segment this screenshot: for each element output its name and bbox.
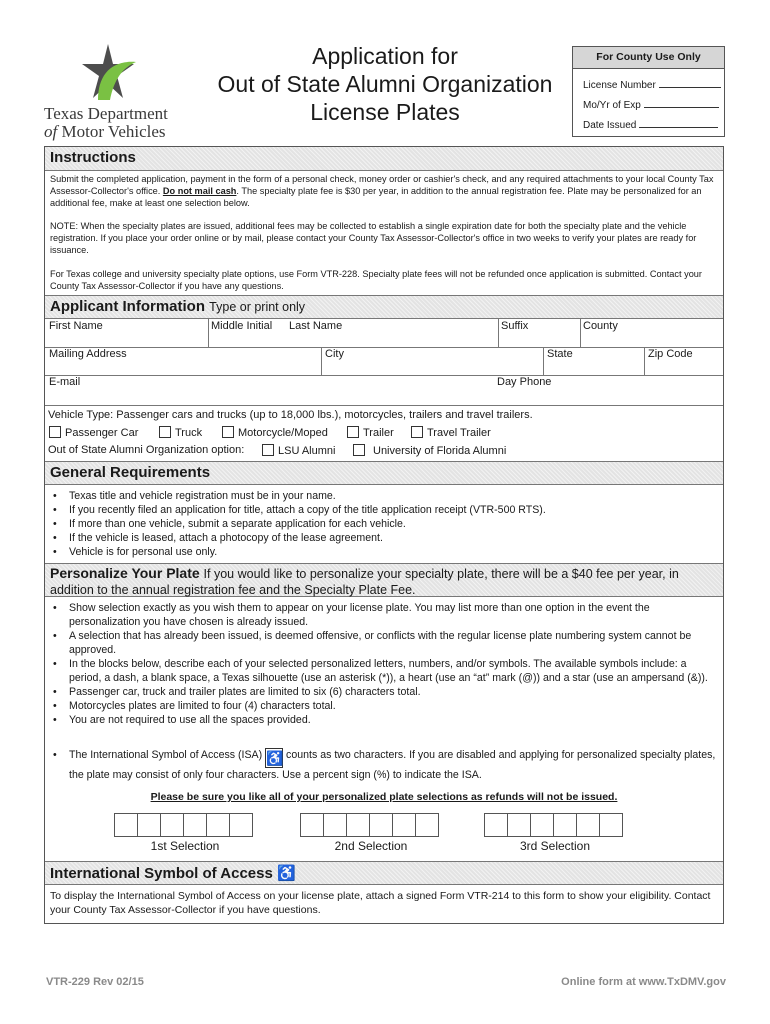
list-item: • A selection that has already been issued, is deemed offensive, or conflicts with the regular license plate numbering system cannot be approved. [53, 629, 717, 657]
city-field[interactable]: City [325, 348, 344, 360]
form-id: VTR-229 Rev 02/15 [46, 976, 144, 988]
star-logo-icon [78, 44, 140, 102]
date-issued-field[interactable]: Date Issued [583, 119, 718, 131]
list-item: • The International Symbol of Access (ISA) ♿ counts as two characters. If you are disabled and applying for personalized specialty plates, the plate may consist of only four characters. Use a percent sign (%) to indicate the ISA. [53, 748, 717, 782]
isa-text: To display the International Symbol of Access on your license plate, attach a signed Form VTR-214 to this form to show your eligibility. Contact your County Tax Assessor-Collector if you have questions. [50, 890, 711, 916]
isa-note-list [53, 748, 717, 782]
selection-3-label: 3rd Selection [519, 839, 591, 853]
mo-yr-exp-field[interactable]: Mo/Yr of Exp [583, 99, 719, 111]
vehicle-passenger-car-checkbox[interactable]: Passenger Car [49, 426, 138, 439]
list-item: • In the blocks below, describe each of your selected personalized letters, numbers, and/or symbols. The available symbols include: a period, a dash, a blank space, a Texas silhouette (use an asterisk (*)), a heart (use an “at” mark (@)) and a star (use an ampersand (&)). [53, 657, 717, 685]
instructions-heading: Instructions [50, 149, 136, 166]
general-requirements-list [53, 489, 717, 559]
list-item: • If more than one vehicle, submit a separate application for each vehicle. [53, 517, 717, 531]
wheelchair-icon: ♿ [277, 865, 296, 882]
last-name-field[interactable]: Last Name [289, 320, 343, 332]
instructions-note: NOTE: When the specialty plates are issued, additional fees may be collected to establish a single expiration date for both the specialty plate and the vehicle registration. If you place your order online or by mail, please contact your County Tax Assessor-Collector's office in two weeks to verify your plates are ready for issuance. [50, 221, 697, 255]
personalize-header [45, 563, 723, 597]
vehicle-type-label: Vehicle Type: Passenger cars and trucks (up to 18,000 lbs.), motorcycles, trailers and travel trailers. [48, 409, 533, 421]
list-item: • Show selection exactly as you wish them to appear on your license plate. You may list more than one option in the event the personalization you have chosen is already issued. [53, 601, 717, 629]
personalize-list [53, 601, 717, 727]
list-item: • Passenger car, truck and trailer plates are limited to six (6) characters total. [53, 685, 717, 699]
vehicle-trailer-checkbox[interactable]: Trailer [347, 426, 394, 439]
isa-header [45, 861, 723, 885]
first-name-field[interactable]: First Name [49, 320, 103, 332]
applicant-heading: Applicant Information Type or print only [50, 298, 306, 315]
isa-heading: International Symbol of Access ♿ [50, 865, 296, 882]
selection-2-boxes[interactable] [301, 813, 439, 837]
list-item: • Vehicle is for personal use only. [53, 545, 717, 559]
day-phone-field[interactable]: Day Phone [497, 376, 552, 388]
applicant-header [45, 295, 723, 319]
refund-warning: Please be sure you like all of your personalized plate selections as refunds will not be issued. [150, 791, 618, 803]
list-item: • Texas title and vehicle registration must be in your name. [53, 489, 717, 503]
form-title: Application for Out of State Alumni Organization License Plates [217, 43, 553, 125]
agency-line1: Texas Department [44, 104, 168, 123]
suffix-field[interactable]: Suffix [501, 320, 529, 332]
list-item: • You are not required to use all the spaces provided. [53, 713, 717, 727]
general-header [45, 461, 723, 485]
lsu-alumni-checkbox[interactable]: LSU Alumni [262, 444, 335, 457]
county-field[interactable]: County [583, 320, 618, 332]
personalize-heading: Personalize Your Plate If you would like to personalize your specialty plate, there will be a $40 fee per year, in addition to the annual registration fee and the Specialty Plate Fee. [50, 565, 679, 597]
county-use-heading: For County Use Only [573, 47, 724, 69]
instructions-p1: Submit the completed application, payment in the form of a personal check, money order or cashier's check, and any required attachments to your local County Tax Assessor-Collector's office. Do not mail cash. The specialty plate fee is $30 per year, in addition to the annual registration fee. Plate may be personalized for an additional fee, make at least one selection below. [50, 174, 714, 208]
list-item: • If you recently filed an application for title, attach a copy of the title application receipt (VTR-500 RTS). [53, 503, 717, 517]
selection-1-label: 1st Selection [150, 839, 220, 853]
list-item: • If the vehicle is leased, attach a photocopy of the lease agreement. [53, 531, 717, 545]
middle-initial-field[interactable]: Middle Initial [211, 320, 273, 332]
vehicle-motorcycle-checkbox[interactable]: Motorcycle/Moped [222, 426, 328, 439]
email-field[interactable]: E-mail [49, 376, 81, 388]
agency-line2: of Motor Vehicles [44, 122, 166, 141]
application-form [44, 146, 724, 924]
county-use-box [572, 46, 725, 137]
alumni-option-label: Out of State Alumni Organization option: [48, 444, 245, 456]
list-item: • Motorcycles plates are limited to four (4) characters total. [53, 699, 717, 713]
mailing-address-field[interactable]: Mailing Address [49, 348, 127, 360]
plate-selection-boxes [45, 813, 723, 837]
selection-2-label: 2nd Selection [334, 839, 408, 853]
uf-alumni-checkbox[interactable]: University of Florida Alumni [353, 444, 506, 457]
online-form-link[interactable]: Online form at www.TxDMV.gov [561, 976, 726, 988]
state-field[interactable]: State [547, 348, 573, 360]
vehicle-travel-trailer-checkbox[interactable]: Travel Trailer [411, 426, 491, 439]
license-number-field[interactable]: License Number [583, 79, 721, 91]
txdmv-logo [44, 44, 179, 144]
wheelchair-icon: ♿ [266, 750, 284, 766]
vehicle-truck-checkbox[interactable]: Truck [159, 426, 202, 439]
instructions-header [45, 147, 723, 171]
instructions-p3: For Texas college and university specialty plate options, use Form VTR-228. Specialty plate fees will not be refunded once application is submitted. Contact your County Tax Assessor-Collector if you have any questions. [50, 269, 702, 291]
zip-code-field[interactable]: Zip Code [648, 348, 693, 360]
general-heading: General Requirements [50, 464, 211, 481]
selection-3-boxes[interactable] [485, 813, 623, 837]
selection-1-boxes[interactable] [115, 813, 253, 837]
